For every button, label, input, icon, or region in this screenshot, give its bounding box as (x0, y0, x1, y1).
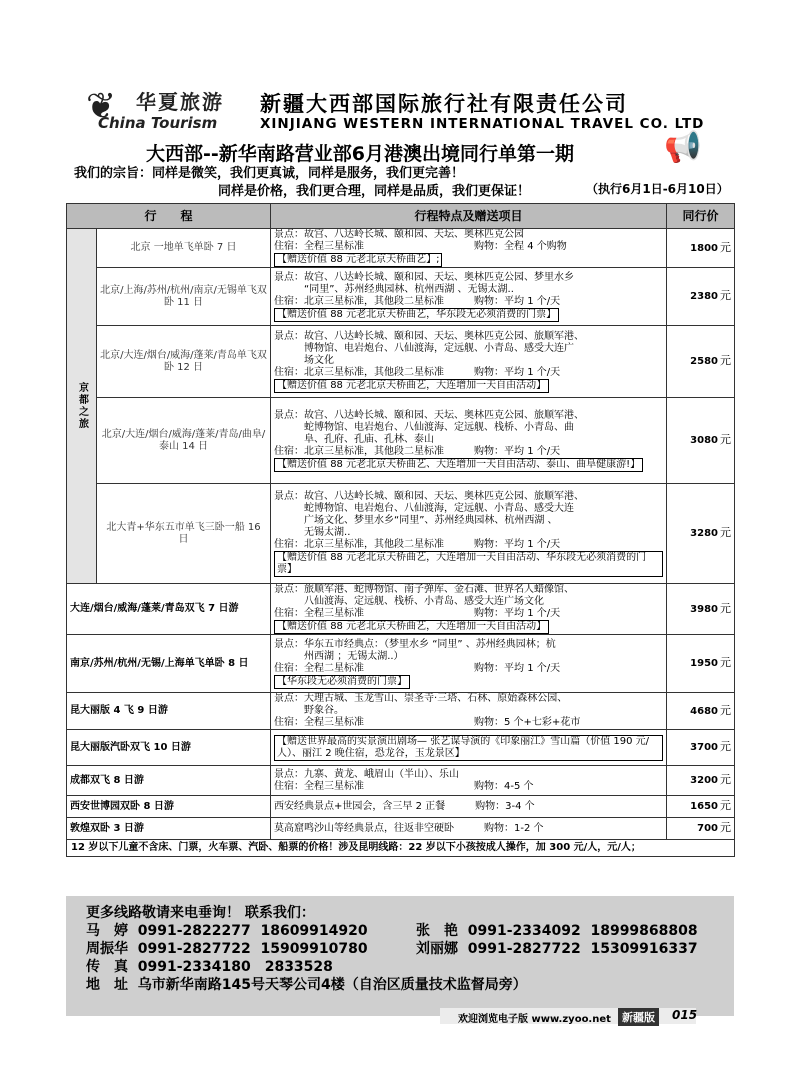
price-unit: 元 (720, 703, 732, 717)
price-value: 3280 (690, 528, 719, 539)
route-name: 北大青+华东五市单飞三卧一船 16 日 (97, 484, 271, 584)
feature-line: 广场文化、梦里水乡“同里”、苏州经典园林、杭州西湖 、 (274, 514, 558, 526)
route-name: 西安世博园双卧 8 日游 (67, 796, 271, 818)
address-text: 乌市新华南路145号天琴公司4楼（自治区质量技术监督局旁） (137, 977, 527, 993)
feature-line: 景点：故宫、八达岭长城、颐和园、天坛、奥林匹克公园、梦里水乡 (274, 271, 575, 283)
price-value: 2580 (690, 356, 719, 367)
feature-line: 无锡太湖.. (274, 526, 351, 538)
gift-note: 【赠送价值 88 元老北京天桥曲艺、大连增加一天自由活动、泰山、曲阜健康游!】 (274, 458, 643, 472)
address-line (86, 974, 527, 994)
table-row (67, 229, 735, 268)
feature-line: 住宿：北京三星标准，其他段二星标准 购物：平均 1 个/天 (274, 366, 561, 378)
table-row (67, 730, 735, 766)
price-value: 4680 (690, 705, 719, 717)
route-name: 北京 一地单飞单卧 7 日 (97, 229, 271, 268)
route-features (271, 584, 667, 635)
table-row (67, 635, 735, 693)
contact-phone: 0991-2827722 (467, 941, 581, 957)
route-features (271, 326, 667, 398)
price-unit: 元 (720, 656, 732, 669)
route-features (271, 730, 667, 766)
contact-mobile: 18999868808 (590, 923, 698, 939)
gift-note: 【赠送价值 88 元老北京天桥曲艺】; (274, 253, 442, 267)
price-unit: 元 (720, 799, 732, 812)
route-name: 敦煌双卧 3 日游 (67, 818, 271, 840)
route-features (271, 268, 667, 326)
logo-cn-text: 华夏旅游 (136, 90, 224, 114)
route-name: 昆大丽版汽卧双飞 10 日游 (67, 730, 271, 766)
slogan-line-2: 同样是价格，我们更合理，同样是品质，我们更保证！ (218, 184, 531, 199)
table-row (67, 268, 735, 326)
price-unit: 元 (720, 433, 732, 446)
price-value: 700 (697, 823, 719, 834)
child-policy-note: 12 岁以下儿童不含床、门票，火车票、汽卧、船票的价格！涉及昆明线路：22 岁以下小孩按成人操作，加 300 元/人，元/人； (67, 840, 735, 857)
contact-person-4 (416, 938, 698, 958)
feature-line: 八仙渡海、定远舰、栈桥、小青岛、感受大连广场文化 (274, 596, 545, 607)
route-price-table (66, 203, 735, 857)
validity-period: （执行6月1日-6月10日） (586, 182, 729, 196)
table-header-row (67, 204, 735, 229)
fax-label: 传 真 (86, 959, 128, 975)
contact-label: 周振华 (86, 941, 128, 957)
feature-line: 住宿：全程三星标准 购物：4-5 个 (274, 780, 534, 792)
contact-mobile: 15309916337 (590, 941, 698, 957)
footer-website: 欢迎浏览电子版 www.zyoo.net (458, 1014, 611, 1025)
feature-line: 野象谷。 (274, 705, 345, 716)
contact-person-2 (416, 920, 698, 940)
price-unit: 元 (720, 821, 732, 834)
table-row (67, 818, 735, 840)
page-frame (60, 76, 740, 1036)
contact-panel (66, 896, 734, 1016)
headline: 大西部--新华南路营业部6月港澳出境同行单第一期 (146, 143, 574, 165)
price-unit: 元 (720, 289, 732, 302)
price-cell (667, 484, 735, 584)
feature-line: 景点：故宫、八达岭长城、颐和园、天坛、奥林匹克公园、旅顺军港、 (274, 490, 585, 502)
logo-swirl-icon: ❦ (86, 86, 117, 127)
route-name: 北京/大连/烟台/威海/蓬莱/青岛单飞双卧 12 日 (97, 326, 271, 398)
contact-mobile: 15909910780 (260, 941, 368, 957)
price-value: 3980 (690, 603, 719, 615)
gift-note: 【赠送世界最高的实景演出剧场— 张艺谋导演的《印象丽江》雪山篇（价值 190 元/人）、丽江 2 晚住宿，恐龙谷，玉龙景区】 (274, 735, 663, 761)
route-features (271, 229, 667, 268)
route-features (271, 398, 667, 484)
address-label: 地 址 (86, 977, 128, 993)
company-name-en: XINJIANG WESTERN INTERNATIONAL TRAVEL CO. LTD (260, 116, 705, 132)
region-label: 京都之旅 (67, 229, 97, 584)
feature-line: 住宿：全程三星标准 购物：平均 1 个/天 (274, 608, 561, 619)
price-value: 2380 (690, 291, 719, 302)
contact-person-1 (86, 920, 368, 940)
route-features (271, 635, 667, 693)
contact-mobile: 18609914920 (260, 923, 368, 939)
feature-line: 景点：九寨、黄龙、峨眉山（半山）、乐山 (274, 768, 460, 780)
feature-line: 住宿：北京三星标准，其他段二星标准 购物：平均 1 个/天 (274, 295, 561, 307)
table-row (67, 484, 735, 584)
route-name: 北京/大连/烟台/威海/蓬莱/青岛/曲阜/泰山 14 日 (97, 398, 271, 484)
logo-en-text: China Tourism (98, 114, 218, 132)
price-value: 1950 (690, 658, 719, 669)
route-name: 成都双飞 8 日游 (67, 766, 271, 796)
feature-line: 博物馆、电岩炮台、八仙渡海，定远舰、小青岛、感受大连广 (274, 342, 575, 354)
price-cell (667, 229, 735, 268)
price-unit: 元 (720, 773, 732, 786)
price-cell (667, 730, 735, 766)
price-unit: 元 (720, 740, 732, 753)
contact-label: 刘丽娜 (416, 941, 458, 957)
header-price: 同行价 (667, 204, 735, 229)
price-unit: 元 (720, 601, 732, 615)
footer-edition-tag: 新疆版 (618, 1008, 659, 1026)
table-row (67, 326, 735, 398)
contact-intro: 更多线路敬请来电垂询！ 联系我们： (86, 905, 315, 921)
feature-line: 景点：故宫、八达岭长城、颐和园、天坛、奥林匹克公园、旅顺军港、 (274, 409, 585, 421)
price-unit: 元 (720, 526, 732, 539)
price-cell (667, 693, 735, 730)
route-features (271, 484, 667, 584)
feature-line: 住宿：全程三星标准 购物：全程 4 个购物 (274, 241, 567, 252)
contact-phone: 0991-2822277 (137, 923, 251, 939)
company-name: 新疆大西部国际旅行社有限责任公司 (260, 92, 628, 116)
feature-line: 住宿：北京三星标准，其他段二星标准 购物：平均 1 个/天 (274, 445, 561, 457)
feature-line: 州西湖 ；无锡太湖..） (274, 650, 404, 662)
price-cell (667, 635, 735, 693)
price-cell (667, 818, 735, 840)
price-cell (667, 326, 735, 398)
price-value: 3700 (690, 742, 719, 753)
route-name: 南京/苏州/杭州/无锡/上海单飞单卧 8 日 (67, 635, 271, 693)
contact-person-3 (86, 938, 368, 958)
header-route: 行 程 (67, 204, 271, 229)
table-row (67, 796, 735, 818)
gift-note: 【赠送价值 88 元老北京天桥曲艺，大连增加一天自由活动】 (274, 620, 549, 634)
feature-line: 景点：旅顺军港、蛇博物馆、南子弹库、金石滩、世界名人蜡像馆、 (274, 584, 575, 595)
feature-line: 景点：大理古城、玉龙雪山、崇圣寺·三塔、石林、原始森林公园、 (274, 693, 568, 704)
route-features (271, 796, 667, 818)
megaphone-icon: 📢 (664, 130, 702, 165)
contact-label: 张 艳 (416, 923, 458, 939)
table-row (67, 584, 735, 635)
price-value: 3200 (690, 775, 719, 786)
route-features (271, 693, 667, 730)
page-number: 015 (672, 1008, 698, 1022)
feature-line: 住宿：全程二星标准 购物：平均 1 个/天 (274, 662, 561, 674)
price-value: 1800 (690, 242, 719, 254)
feature-line: 住宿：北京三星标准，其他段二星标准 购物：平均 1 个/天 (274, 538, 561, 550)
price-cell (667, 766, 735, 796)
fax-line (86, 956, 333, 976)
table-row (67, 693, 735, 730)
gift-note: 【华东段无必须消费的门票】 (274, 675, 410, 689)
note-row (67, 840, 735, 857)
table-row (67, 766, 735, 796)
price-unit: 元 (720, 354, 732, 367)
route-name: 昆大丽版 4 飞 9 日游 (67, 693, 271, 730)
price-unit: 元 (720, 240, 732, 254)
feature-line: “同里”、苏州经典园林、杭州西湖 、无锡太湖.. (274, 283, 514, 295)
feature-line: 景点：故宫、八达岭长城、颐和园、天坛、奥林匹克公园、旅顺军港、 (274, 330, 585, 342)
china-tourism-logo (84, 82, 274, 140)
feature-line: 住宿：全程三星标准 购物：5 个+七彩+花市 (274, 717, 581, 728)
route-features (271, 766, 667, 796)
contact-phone: 0991-2334092 (467, 923, 581, 939)
route-name: 大连/烟台/威海/蓬莱/青岛双飞 7 日游 (67, 584, 271, 635)
fax-number: 0991-2334180 2833528 (137, 959, 333, 975)
contact-phone: 0991-2827722 (137, 941, 251, 957)
feature-line: 景点：故宫、八达岭长城、颐和园、天坛、奥林匹克公园 (274, 229, 525, 240)
price-cell (667, 398, 735, 484)
feature-line: 景点：华东五市经典点：（梦里水乡 “同里” 、苏州经典园林；杭 (274, 638, 556, 650)
gift-note: 【赠送价值 88 元老北京天桥曲艺，华东段无必须消费的门票】 (274, 308, 559, 322)
feature-line: 莫高窟鸣沙山等经典景点，往返非空硬卧 购物：1-2 个 (274, 822, 544, 834)
gift-note: 【赠送价值 88 元老北京天桥曲艺，大连增加一天自由活动、华东段无必须消费的门票】 (274, 551, 663, 577)
contact-label: 马 婷 (86, 923, 128, 939)
table-row (67, 398, 735, 484)
route-name: 北京/上海/苏州/杭州/南京/无锡单飞双卧 11 日 (97, 268, 271, 326)
feature-line: 阜、孔府、孔庙、孔林、泰山 (274, 433, 435, 445)
price-cell (667, 268, 735, 326)
route-features (271, 818, 667, 840)
feature-line: 蛇博物馆、电岩炮台、八仙渡海，定远舰、小青岛、感受大连 (274, 502, 575, 514)
slogan-line-1: 我们的宗旨：同样是微笑，我们更真诚，同样是服务，我们更完善！ (74, 166, 465, 181)
price-cell (667, 584, 735, 635)
gift-note: 【赠送价值 88 元老北京天桥曲艺，大连增加一天自由活动】 (274, 379, 549, 393)
price-value: 1650 (690, 801, 719, 812)
feature-line: 场文化 (274, 354, 335, 366)
feature-line: 蛇博物馆、电岩炮台、八仙渡海、定远舰、栈桥、小青岛、曲 (274, 421, 575, 433)
price-cell (667, 796, 735, 818)
feature-line: 西安经典景点+世园会，含三早 2 正餐 购物：3-4 个 (274, 800, 535, 812)
price-value: 3080 (690, 435, 719, 446)
header-features: 行程特点及赠送项目 (271, 204, 667, 229)
